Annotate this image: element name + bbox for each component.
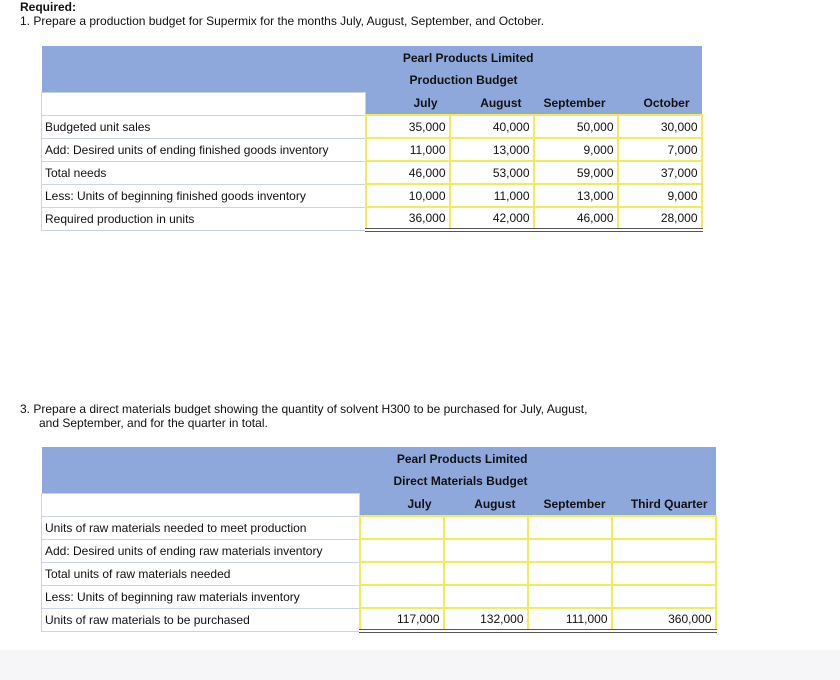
table-row [42,585,716,608]
value-cell[interactable]: 40,000 [450,115,534,138]
row-label: Budgeted unit sales [42,115,366,138]
row-label: Add: Desired units of ending raw materials inventory [42,539,360,562]
col-header-september: September [534,92,618,115]
row-label: Total units of raw materials needed [42,562,360,585]
value-cell[interactable]: 7,000 [618,138,702,161]
row-label: Required production in units [42,207,366,230]
value-cell[interactable]: 46,000 [534,207,618,230]
input-cell[interactable] [360,562,444,585]
value-cell[interactable]: 36,000 [366,207,450,230]
col-header-october: October [618,92,702,115]
input-cell[interactable] [528,562,612,585]
question-1-text: 1. Prepare a production budget for Supermix for the months July, August, September, and October. [20,14,545,28]
row-label: Add: Desired units of ending finished goods inventory [42,138,366,161]
value-cell[interactable]: 9,000 [534,138,618,161]
value-cell[interactable]: 50,000 [534,115,618,138]
value-cell[interactable]: 35,000 [366,115,450,138]
input-cell[interactable] [528,539,612,562]
table-row [42,562,716,585]
input-cell[interactable] [360,585,444,608]
input-cell[interactable] [444,562,528,585]
value-cell[interactable]: 360,000 [612,608,716,631]
value-cell[interactable]: 13,000 [450,138,534,161]
col-header-august: August [444,493,528,516]
materials-budget-title: Direct Materials Budget [42,470,528,493]
value-cell[interactable]: 53,000 [450,161,534,184]
row-label: Units of raw materials to be purchased [42,608,360,631]
input-cell[interactable] [444,539,528,562]
value-cell[interactable]: 132,000 [444,608,528,631]
value-cell[interactable]: 37,000 [618,161,702,184]
table-row [42,184,702,207]
col-header-july: July [366,92,450,115]
row-label: Units of raw materials needed to meet production [42,516,360,539]
col-header-third-quarter: Third Quarter [612,493,716,516]
input-cell[interactable] [612,562,716,585]
value-cell[interactable]: 59,000 [534,161,618,184]
value-cell[interactable]: 10,000 [366,184,450,207]
row-label: Less: Units of beginning raw materials inventory [42,585,360,608]
value-cell[interactable]: 30,000 [618,115,702,138]
table-row [42,161,702,184]
production-budget-title: Production Budget [42,69,534,92]
table-row [42,138,702,161]
table-row [42,516,716,539]
value-cell[interactable]: 46,000 [366,161,450,184]
input-cell[interactable] [444,516,528,539]
input-cell[interactable] [360,516,444,539]
materials-company-name: Pearl Products Limited [42,447,528,470]
page-footer-band [0,650,840,680]
input-cell[interactable] [528,585,612,608]
table-row [42,115,702,138]
question-3-text-line-1: 3. Prepare a direct materials budget showing the quantity of solvent H300 to be purchased for July, August, [20,402,588,416]
production-company-name: Pearl Products Limited [42,46,534,69]
value-cell[interactable]: 9,000 [618,184,702,207]
value-cell[interactable]: 11,000 [450,184,534,207]
value-cell[interactable]: 111,000 [528,608,612,631]
value-cell[interactable]: 42,000 [450,207,534,230]
input-cell[interactable] [360,539,444,562]
col-header-august: August [450,92,534,115]
input-cell[interactable] [612,539,716,562]
table-row [42,608,716,631]
input-cell[interactable] [612,585,716,608]
materials-budget-table [41,447,717,633]
input-cell[interactable] [528,516,612,539]
input-cell[interactable] [444,585,528,608]
required-heading: Required: [20,0,77,14]
row-label: Less: Units of beginning finished goods inventory [42,184,366,207]
production-budget-table [41,46,703,232]
question-3-text-line-2: and September, and for the quarter in total. [39,416,268,430]
input-cell[interactable] [612,516,716,539]
row-label: Total needs [42,161,366,184]
col-header-september: September [528,493,612,516]
value-cell[interactable]: 13,000 [534,184,618,207]
value-cell[interactable]: 11,000 [366,138,450,161]
value-cell[interactable]: 28,000 [618,207,702,230]
table-row [42,207,702,230]
value-cell[interactable]: 117,000 [360,608,444,631]
col-header-july: July [360,493,444,516]
table-row [42,539,716,562]
